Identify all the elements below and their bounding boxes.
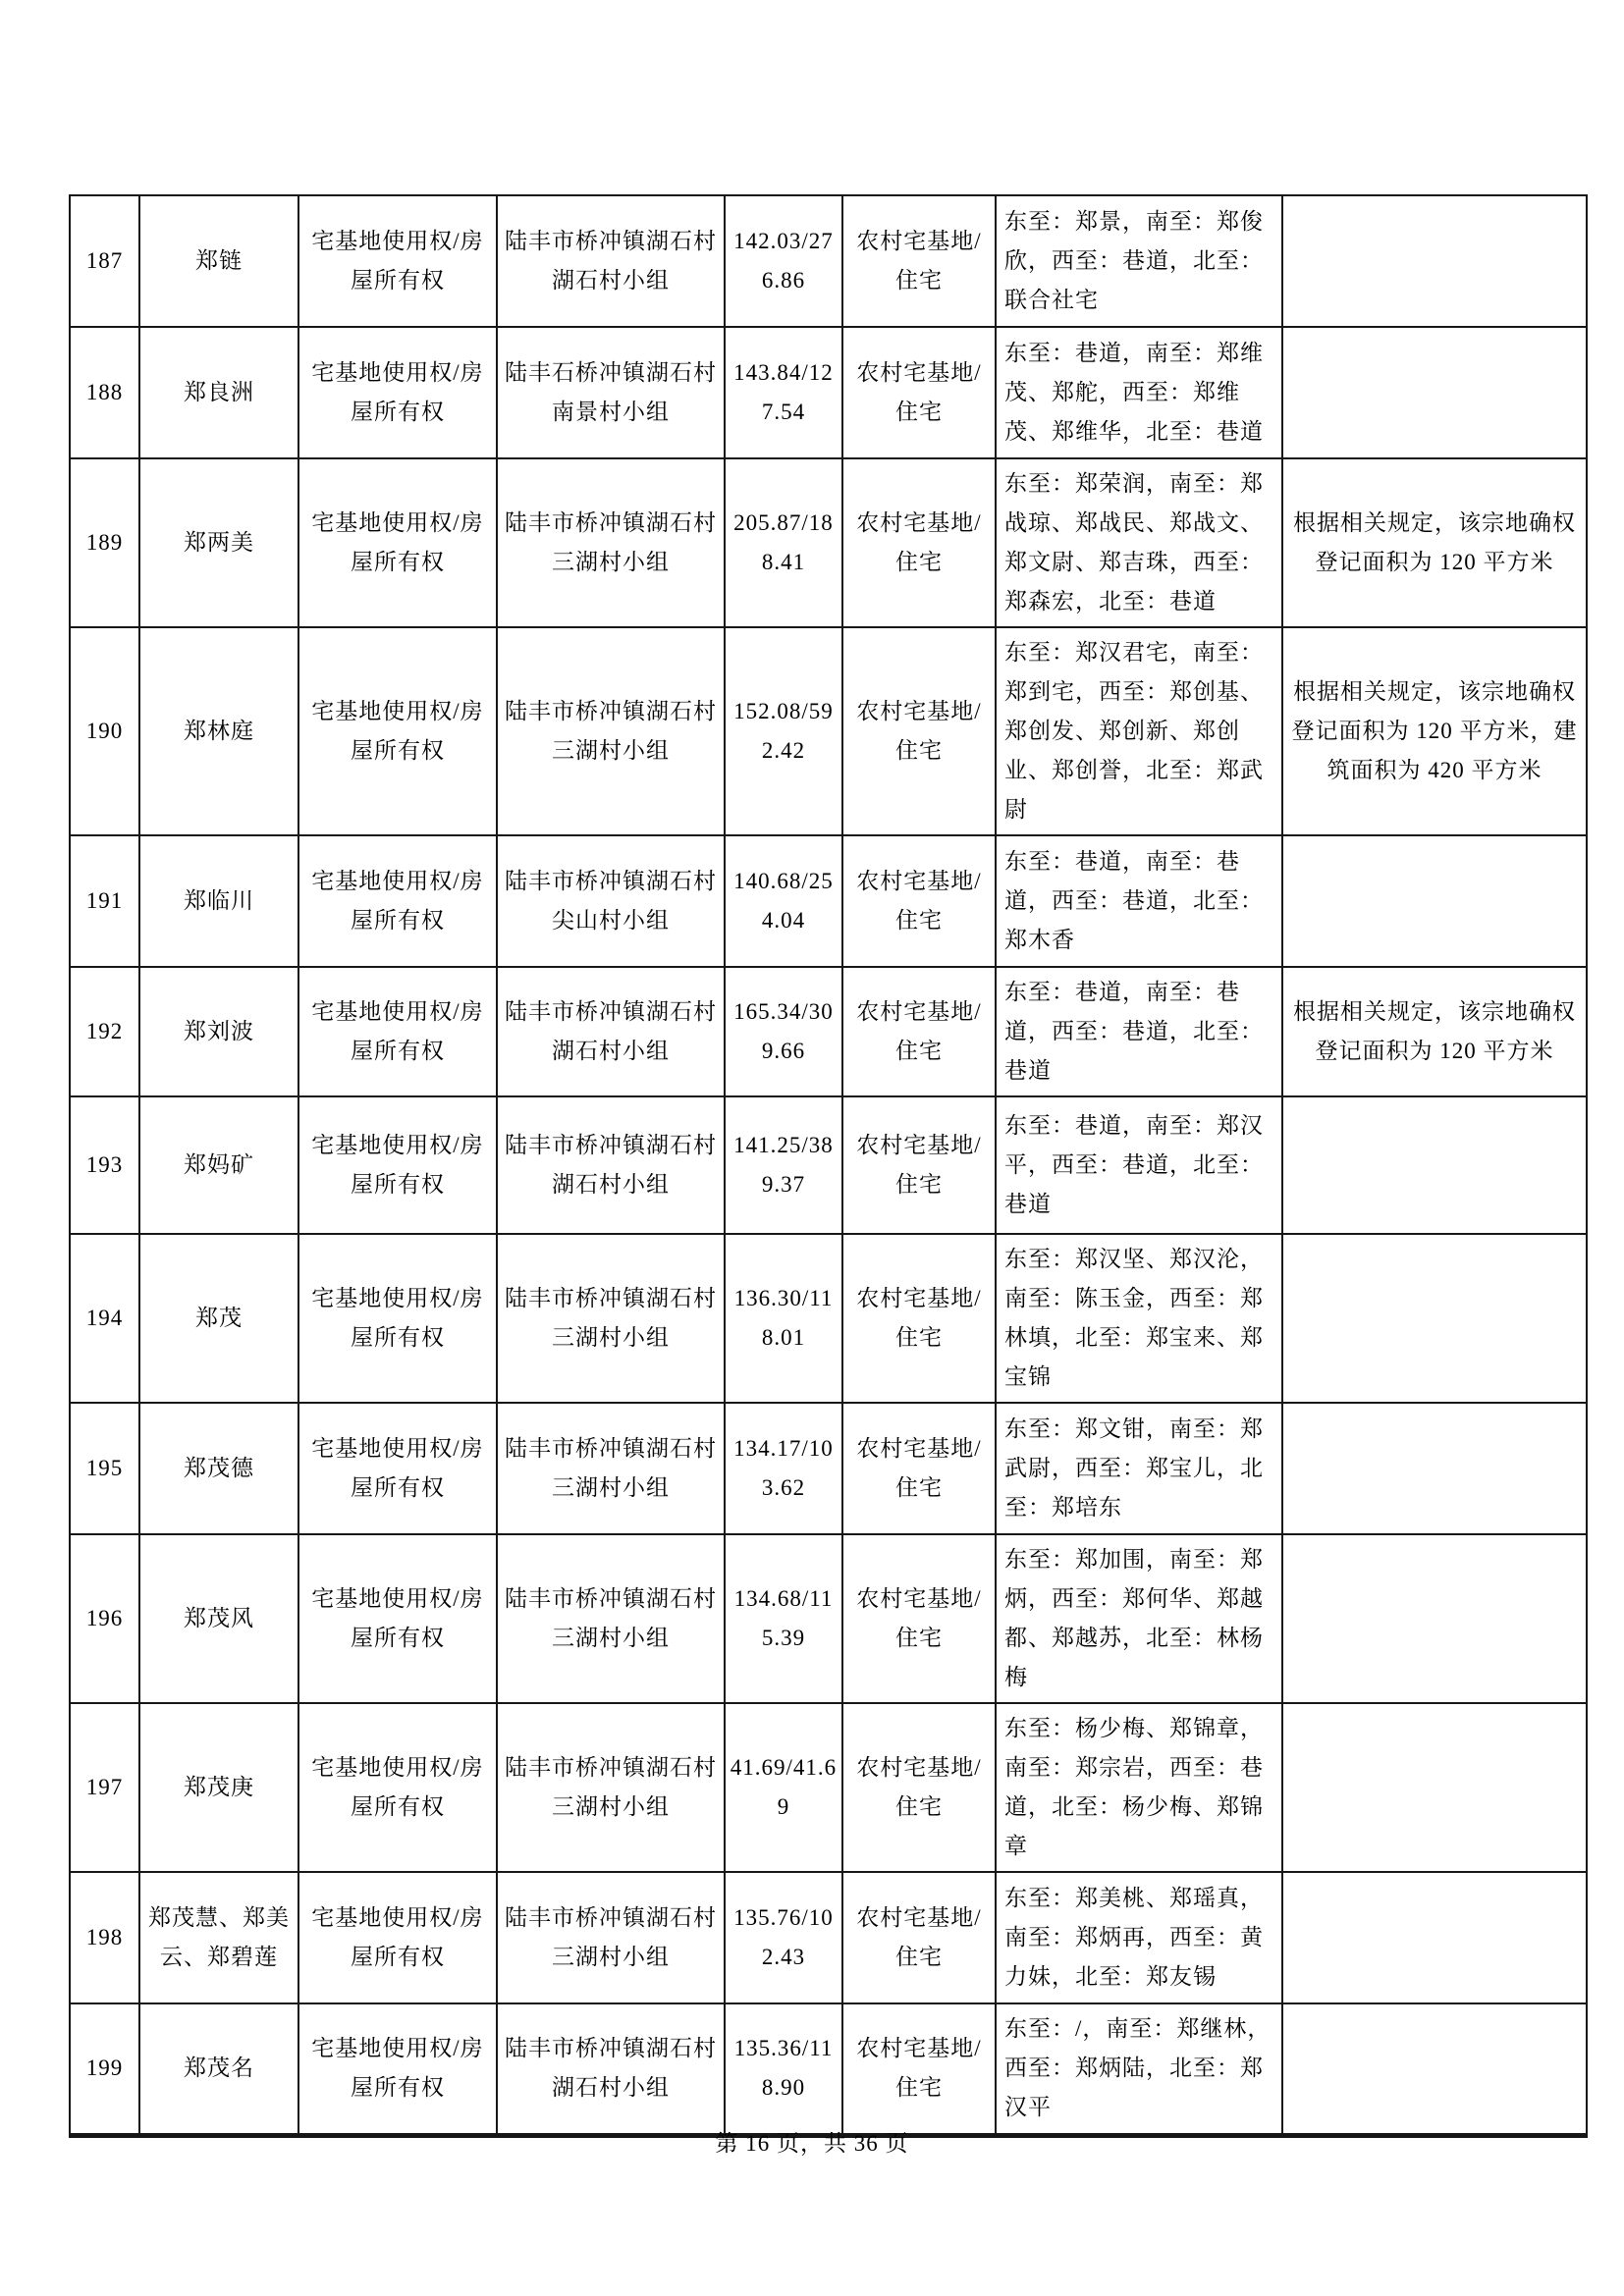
area-cell: 152.08/592.42: [725, 627, 842, 835]
table-row: [70, 835, 1587, 967]
remark-cell: [1282, 195, 1587, 327]
land-use-cell: 农村宅基地/住宅: [842, 1096, 996, 1234]
serial-cell: 189: [70, 458, 139, 627]
area-cell: 135.76/102.43: [725, 1872, 842, 2003]
table-row: [70, 1872, 1587, 2003]
area-cell: 134.17/103.62: [725, 1403, 842, 1534]
location-cell: 陆丰市桥冲镇湖石村三湖村小组: [497, 627, 725, 835]
owner-cell: 郑临川: [139, 835, 298, 967]
boundary-cell: 东至：郑汉君宅，南至：郑到宅，西至：郑创基、郑创发、郑创新、郑创业、郑创誉，北至：郑武尉: [996, 627, 1282, 835]
serial-cell: 190: [70, 627, 139, 835]
serial-cell: 197: [70, 1703, 139, 1872]
location-cell: 陆丰市桥冲镇湖石村三湖村小组: [497, 1534, 725, 1703]
owner-cell: 郑链: [139, 195, 298, 327]
serial-cell: 191: [70, 835, 139, 967]
boundary-cell: 东至：郑汉坚、郑汉沦，南至：陈玉金，西至：郑林填，北至：郑宝来、郑宝锦: [996, 1234, 1282, 1403]
area-cell: 136.30/118.01: [725, 1234, 842, 1403]
boundary-cell: 东至：杨少梅、郑锦章，南至：郑宗岩，西至：巷道，北至：杨少梅、郑锦章: [996, 1703, 1282, 1872]
land-use-cell: 农村宅基地/住宅: [842, 327, 996, 458]
serial-cell: 193: [70, 1096, 139, 1234]
land-use-cell: 农村宅基地/住宅: [842, 1872, 996, 2003]
serial-cell: 196: [70, 1534, 139, 1703]
owner-cell: 郑刘波: [139, 967, 298, 1096]
table-row: [70, 2003, 1587, 2135]
location-cell: 陆丰市桥冲镇湖石村湖石村小组: [497, 1096, 725, 1234]
location-cell: 陆丰市桥冲镇湖石村三湖村小组: [497, 1872, 725, 2003]
location-cell: 陆丰市桥冲镇湖石村三湖村小组: [497, 1703, 725, 1872]
remark-cell: [1282, 1872, 1587, 2003]
right-type-cell: 宅基地使用权/房屋所有权: [298, 195, 497, 327]
remark-cell: [1282, 1703, 1587, 1872]
right-type-cell: 宅基地使用权/房屋所有权: [298, 967, 497, 1096]
table-row: [70, 627, 1587, 835]
table-row: [70, 1534, 1587, 1703]
land-use-cell: 农村宅基地/住宅: [842, 458, 996, 627]
boundary-cell: 东至：/，南至：郑继林，西至：郑炳陆，北至：郑汉平: [996, 2003, 1282, 2135]
owner-cell: 郑林庭: [139, 627, 298, 835]
location-cell: 陆丰市桥冲镇湖石村三湖村小组: [497, 1403, 725, 1534]
serial-cell: 187: [70, 195, 139, 327]
right-type-cell: 宅基地使用权/房屋所有权: [298, 1403, 497, 1534]
serial-cell: 198: [70, 1872, 139, 2003]
table-row: [70, 1096, 1587, 1234]
owner-cell: 郑妈矿: [139, 1096, 298, 1234]
land-use-cell: 农村宅基地/住宅: [842, 1703, 996, 1872]
remark-cell: [1282, 835, 1587, 967]
area-cell: 140.68/254.04: [725, 835, 842, 967]
land-use-cell: 农村宅基地/住宅: [842, 1403, 996, 1534]
owner-cell: 郑茂德: [139, 1403, 298, 1534]
remark-cell: 根据相关规定，该宗地确权登记面积为 120 平方米: [1282, 967, 1587, 1096]
serial-cell: 195: [70, 1403, 139, 1534]
location-cell: 陆丰市桥冲镇湖石村湖石村小组: [497, 967, 725, 1096]
right-type-cell: 宅基地使用权/房屋所有权: [298, 1703, 497, 1872]
remark-cell: [1282, 327, 1587, 458]
remark-cell: [1282, 2003, 1587, 2135]
area-cell: 134.68/115.39: [725, 1534, 842, 1703]
boundary-cell: 东至：巷道，南至：巷道，西至：巷道，北至：巷道: [996, 967, 1282, 1096]
area-cell: 143.84/127.54: [725, 327, 842, 458]
serial-cell: 199: [70, 2003, 139, 2135]
boundary-cell: 东至：巷道，南至：巷道，西至：巷道，北至：郑木香: [996, 835, 1282, 967]
right-type-cell: 宅基地使用权/房屋所有权: [298, 458, 497, 627]
location-cell: 陆丰市桥冲镇湖石村尖山村小组: [497, 835, 725, 967]
location-cell: 陆丰市桥冲镇湖石村三湖村小组: [497, 458, 725, 627]
land-use-cell: 农村宅基地/住宅: [842, 1534, 996, 1703]
location-cell: 陆丰石桥冲镇湖石村南景村小组: [497, 327, 725, 458]
right-type-cell: 宅基地使用权/房屋所有权: [298, 1096, 497, 1234]
land-use-cell: 农村宅基地/住宅: [842, 835, 996, 967]
area-cell: 141.25/389.37: [725, 1096, 842, 1234]
table-row: [70, 327, 1587, 458]
serial-cell: 188: [70, 327, 139, 458]
remark-cell: 根据相关规定，该宗地确权登记面积为 120 平方米，建筑面积为 420 平方米: [1282, 627, 1587, 835]
table-row: [70, 195, 1587, 327]
right-type-cell: 宅基地使用权/房屋所有权: [298, 1534, 497, 1703]
boundary-cell: 东至：郑景，南至：郑俊欣，西至：巷道，北至：联合社宅: [996, 195, 1282, 327]
location-cell: 陆丰市桥冲镇湖石村湖石村小组: [497, 2003, 725, 2135]
land-rights-table: [69, 194, 1588, 2138]
boundary-cell: 东至：郑加围，南至：郑炳，西至：郑何华、郑越都、郑越苏，北至：林杨梅: [996, 1534, 1282, 1703]
right-type-cell: 宅基地使用权/房屋所有权: [298, 1872, 497, 2003]
owner-cell: 郑两美: [139, 458, 298, 627]
area-cell: 205.87/188.41: [725, 458, 842, 627]
owner-cell: 郑良洲: [139, 327, 298, 458]
boundary-cell: 东至：巷道，南至：郑维茂、郑舵，西至：郑维茂、郑维华，北至：巷道: [996, 327, 1282, 458]
land-use-cell: 农村宅基地/住宅: [842, 2003, 996, 2135]
remark-cell: [1282, 1534, 1587, 1703]
area-cell: 135.36/118.90: [725, 2003, 842, 2135]
table-row: [70, 1234, 1587, 1403]
land-use-cell: 农村宅基地/住宅: [842, 195, 996, 327]
remark-cell: 根据相关规定，该宗地确权登记面积为 120 平方米: [1282, 458, 1587, 627]
table-row: [70, 967, 1587, 1096]
area-cell: 41.69/41.69: [725, 1703, 842, 1872]
location-cell: 陆丰市桥冲镇湖石村湖石村小组: [497, 195, 725, 327]
location-cell: 陆丰市桥冲镇湖石村三湖村小组: [497, 1234, 725, 1403]
owner-cell: 郑茂风: [139, 1534, 298, 1703]
right-type-cell: 宅基地使用权/房屋所有权: [298, 835, 497, 967]
serial-cell: 194: [70, 1234, 139, 1403]
boundary-cell: 东至：郑荣润，南至：郑战琼、郑战民、郑战文、郑文尉、郑吉珠，西至：郑森宏，北至：巷道: [996, 458, 1282, 627]
right-type-cell: 宅基地使用权/房屋所有权: [298, 627, 497, 835]
land-use-cell: 农村宅基地/住宅: [842, 627, 996, 835]
owner-cell: 郑茂名: [139, 2003, 298, 2135]
remark-cell: [1282, 1096, 1587, 1234]
owner-cell: 郑茂: [139, 1234, 298, 1403]
boundary-cell: 东至：郑文钳，南至：郑武尉，西至：郑宝儿，北至：郑培东: [996, 1403, 1282, 1534]
right-type-cell: 宅基地使用权/房屋所有权: [298, 2003, 497, 2135]
owner-cell: 郑茂庚: [139, 1703, 298, 1872]
area-cell: 142.03/276.86: [725, 195, 842, 327]
table-row: [70, 458, 1587, 627]
land-use-cell: 农村宅基地/住宅: [842, 967, 996, 1096]
table-row: [70, 1703, 1587, 1872]
remark-cell: [1282, 1403, 1587, 1534]
area-cell: 165.34/309.66: [725, 967, 842, 1096]
boundary-cell: 东至：郑美桃、郑瑶真，南至：郑炳再，西至：黄力妹，北至：郑友锡: [996, 1872, 1282, 2003]
boundary-cell: 东至：巷道，南至：郑汉平，西至：巷道，北至：巷道: [996, 1096, 1282, 1234]
right-type-cell: 宅基地使用权/房屋所有权: [298, 1234, 497, 1403]
right-type-cell: 宅基地使用权/房屋所有权: [298, 327, 497, 458]
land-use-cell: 农村宅基地/住宅: [842, 1234, 996, 1403]
remark-cell: [1282, 1234, 1587, 1403]
serial-cell: 192: [70, 967, 139, 1096]
owner-cell: 郑茂慧、郑美云、郑碧莲: [139, 1872, 298, 2003]
page-footer: 第 16 页，共 36 页: [715, 2131, 909, 2156]
table-row: [70, 1403, 1587, 1534]
